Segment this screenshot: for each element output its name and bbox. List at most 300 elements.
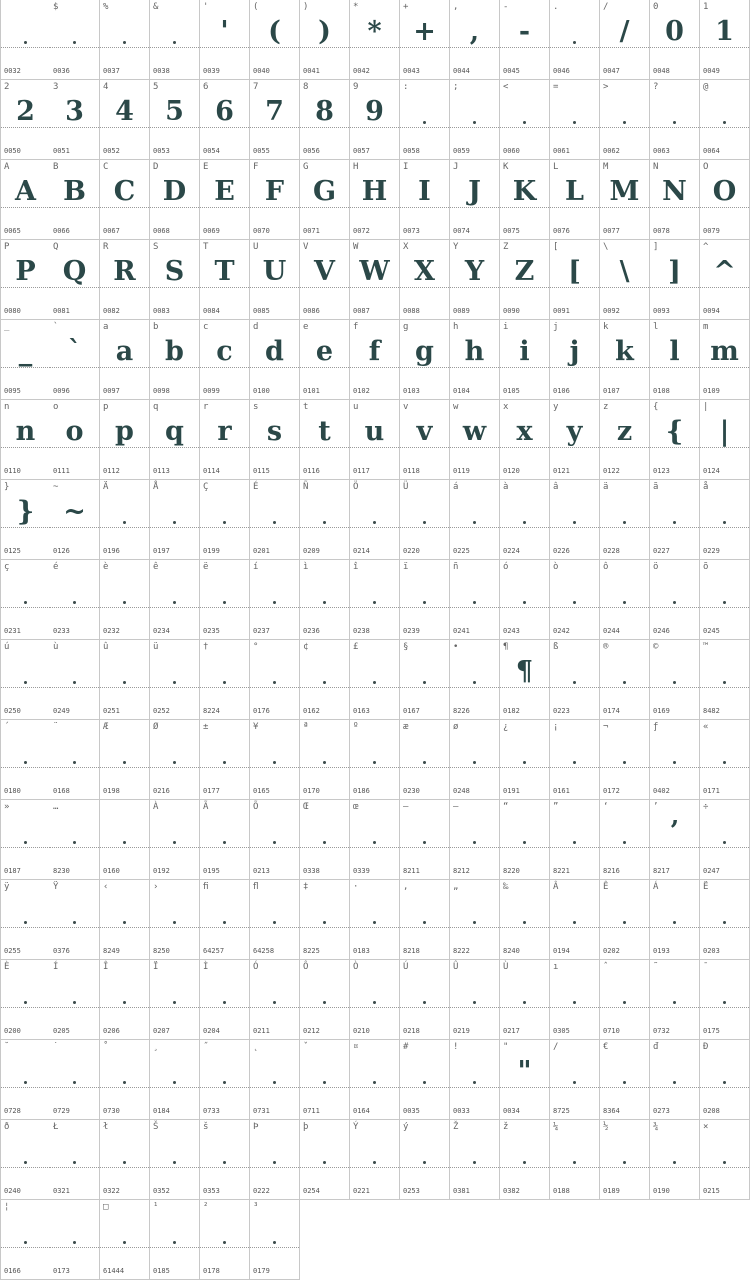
glyph-code: 0106 [553, 387, 570, 395]
missing-glyph-dot [573, 521, 576, 524]
glyph-sample: } [16, 496, 35, 527]
baseline-guide [500, 527, 549, 528]
glyph-label: y [553, 402, 559, 412]
glyph-code: 0213 [253, 867, 270, 875]
glyph-label: þ [303, 1122, 309, 1132]
baseline-guide [350, 687, 399, 688]
glyph-label: \ [603, 242, 609, 252]
glyph-code: 0167 [403, 707, 420, 715]
baseline-guide [550, 767, 599, 768]
glyph-label: 9 [353, 82, 359, 92]
glyph-cell [350, 640, 400, 720]
glyph-cell [250, 160, 300, 240]
missing-glyph-dot [473, 1001, 476, 1004]
missing-glyph-dot [173, 681, 176, 684]
glyph-sample: x [516, 416, 533, 447]
missing-glyph-dot [423, 681, 426, 684]
glyph-label: Ò [353, 962, 359, 972]
baseline-guide [400, 607, 449, 608]
glyph-cell [600, 80, 650, 160]
glyph-code: 0243 [503, 627, 520, 635]
glyph-sample: K [512, 176, 537, 207]
glyph-cell [550, 1040, 600, 1120]
glyph-label: ˝ [203, 1042, 209, 1052]
glyph-code: 0170 [303, 787, 320, 795]
glyph-label: ı [553, 962, 559, 972]
glyph-label: Y [453, 242, 459, 252]
glyph-code: 0059 [453, 147, 470, 155]
glyph-cell [200, 640, 250, 720]
glyph-label: † [203, 642, 209, 652]
baseline-guide [650, 687, 699, 688]
missing-glyph-dot [723, 761, 726, 764]
glyph-cell [50, 320, 100, 400]
baseline-guide [700, 527, 749, 528]
missing-glyph-dot [573, 601, 576, 604]
glyph-code: 0246 [653, 627, 670, 635]
glyph-label: º [353, 722, 359, 732]
baseline-guide [700, 127, 749, 128]
glyph-code: 0729 [53, 1107, 70, 1115]
glyph-code: 0339 [353, 867, 370, 875]
glyph-label: v [403, 402, 409, 412]
glyph-code: 0083 [153, 307, 170, 315]
glyph-label: Ó [253, 962, 259, 972]
glyph-sample: Q [62, 256, 87, 287]
glyph-cell [600, 560, 650, 640]
missing-glyph-dot [173, 1001, 176, 1004]
missing-glyph-dot [173, 1241, 176, 1244]
glyph-label: — [453, 802, 459, 812]
glyph-cell [700, 1040, 750, 1120]
glyph-code: 0402 [653, 787, 670, 795]
glyph-cell [200, 80, 250, 160]
glyph-code: 0322 [103, 1187, 120, 1195]
missing-glyph-dot [573, 1001, 576, 1004]
baseline-guide [50, 1087, 99, 1088]
glyph-code: 0251 [103, 707, 120, 715]
missing-glyph-dot [223, 761, 226, 764]
glyph-cell [400, 880, 450, 960]
glyph-code: 0182 [503, 707, 520, 715]
baseline-guide [1, 927, 50, 928]
glyph-code: 0186 [353, 787, 370, 795]
glyph-label: D [153, 162, 159, 172]
glyph-cell [250, 640, 300, 720]
baseline-guide [500, 1007, 549, 1008]
baseline-guide [1, 847, 50, 848]
missing-glyph-dot [24, 921, 27, 924]
glyph-sample: a [115, 336, 134, 367]
glyph-code: 0095 [4, 387, 21, 395]
glyph-code: 0305 [553, 1027, 570, 1035]
baseline-guide [250, 1007, 299, 1008]
glyph-cell [500, 80, 550, 160]
glyph-sample: 1 [715, 16, 734, 47]
glyph-cell [550, 560, 600, 640]
glyph-label: Ł [53, 1122, 59, 1132]
glyph-label: ’ [653, 802, 659, 812]
glyph-cell [400, 960, 450, 1040]
glyph-sample: s [266, 416, 283, 447]
glyph-sample: \ [619, 256, 630, 287]
glyph-sample: W [359, 256, 390, 287]
glyph-code: 0188 [553, 1187, 570, 1195]
glyph-label: ‡ [303, 882, 309, 892]
glyph-label: ¡ [553, 722, 559, 732]
baseline-guide [700, 927, 749, 928]
glyph-cell [700, 480, 750, 560]
glyph-code: 0176 [253, 707, 270, 715]
glyph-sample: [ [568, 256, 581, 287]
glyph-code: 0240 [4, 1187, 21, 1195]
glyph-code: 8212 [453, 867, 470, 875]
glyph-label: 0 [653, 2, 659, 12]
glyph-label: € [603, 1042, 609, 1052]
glyph-code: 0178 [203, 1267, 220, 1275]
baseline-guide [550, 1167, 599, 1168]
baseline-guide [650, 607, 699, 608]
glyph-cell [650, 80, 700, 160]
glyph-cell [600, 160, 650, 240]
glyph-cell [100, 560, 150, 640]
glyph-label: ˛ [253, 1042, 259, 1052]
missing-glyph-dot [173, 761, 176, 764]
baseline-guide [450, 607, 499, 608]
glyph-label: U [253, 242, 259, 252]
glyph-cell [150, 1200, 200, 1280]
glyph-label: ” [553, 802, 559, 812]
missing-glyph-dot [573, 761, 576, 764]
missing-glyph-dot [24, 1161, 27, 1164]
glyph-code: 8216 [603, 867, 620, 875]
missing-glyph-dot [273, 921, 276, 924]
glyph-code: 0048 [653, 67, 670, 75]
missing-glyph-dot [323, 761, 326, 764]
baseline-guide [550, 127, 599, 128]
missing-glyph-dot [73, 1001, 76, 1004]
glyph-cell [400, 640, 450, 720]
glyph-code: 0728 [4, 1107, 21, 1115]
baseline-guide [350, 1087, 399, 1088]
glyph-label: ± [203, 722, 209, 732]
baseline-guide [500, 767, 549, 768]
glyph-code: 0732 [653, 1027, 670, 1035]
glyph-label: N [653, 162, 659, 172]
glyph-label: j [553, 322, 559, 332]
missing-glyph-dot [323, 601, 326, 604]
glyph-cell [350, 880, 400, 960]
glyph-code: 0126 [53, 547, 70, 555]
glyph-code: 0072 [353, 227, 370, 235]
baseline-guide [350, 1167, 399, 1168]
glyph-label: Õ [253, 802, 259, 812]
missing-glyph-dot [523, 761, 526, 764]
glyph-cell [700, 800, 750, 880]
glyph-cell [650, 0, 700, 80]
glyph-sample: c [216, 336, 233, 367]
glyph-code: 0250 [4, 707, 21, 715]
baseline-guide [50, 847, 99, 848]
glyph-cell [650, 640, 700, 720]
glyph-sample: S [164, 256, 185, 287]
glyph-label: ˇ [303, 1042, 309, 1052]
glyph-label: å [703, 482, 709, 492]
glyph-cell [200, 400, 250, 480]
missing-glyph-dot [423, 121, 426, 124]
glyph-code: 0116 [303, 467, 320, 475]
glyph-cell [400, 800, 450, 880]
glyph-cell [400, 240, 450, 320]
glyph-label: 4 [103, 82, 109, 92]
missing-glyph-dot [673, 1161, 676, 1164]
glyph-sample: m [710, 336, 739, 367]
glyph-label: „ [453, 882, 459, 892]
baseline-guide [100, 687, 149, 688]
glyph-cell [350, 320, 400, 400]
glyph-label: Q [53, 242, 59, 252]
missing-glyph-dot [423, 1001, 426, 1004]
glyph-code: 0180 [4, 787, 21, 795]
glyph-cell [300, 560, 350, 640]
glyph-sample: n [15, 416, 36, 447]
glyph-label: è [103, 562, 109, 572]
glyph-code: 0051 [53, 147, 70, 155]
baseline-guide [450, 1167, 499, 1168]
glyph-code: 0067 [103, 227, 120, 235]
glyph-cell [300, 640, 350, 720]
missing-glyph-dot [323, 1081, 326, 1084]
glyph-code: 0711 [303, 1107, 320, 1115]
glyph-label: X [403, 242, 409, 252]
glyph-cell [200, 560, 250, 640]
glyph-code: 0161 [553, 787, 570, 795]
missing-glyph-dot [223, 1161, 226, 1164]
glyph-cell [0, 960, 51, 1040]
glyph-code: 0163 [353, 707, 370, 715]
glyph-label: ™ [703, 642, 709, 652]
glyph-code: 8225 [303, 947, 320, 955]
glyph-code: 0125 [4, 547, 21, 555]
glyph-cell [150, 240, 200, 320]
glyph-code: 0233 [53, 627, 70, 635]
glyph-cell [550, 800, 600, 880]
glyph-cell [500, 880, 550, 960]
missing-glyph-dot [523, 841, 526, 844]
glyph-code: 0047 [603, 67, 620, 75]
glyph-cell [200, 0, 250, 80]
baseline-guide [550, 927, 599, 928]
glyph-sample: | [719, 416, 730, 447]
missing-glyph-dot [623, 921, 626, 924]
glyph-cell [450, 960, 500, 1040]
glyph-code: 0052 [103, 147, 120, 155]
glyph-code: 0245 [703, 627, 720, 635]
missing-glyph-dot [623, 841, 626, 844]
glyph-cell [0, 560, 51, 640]
glyph-code: 0218 [403, 1027, 420, 1035]
baseline-guide [400, 767, 449, 768]
glyph-label: “ [503, 802, 509, 812]
glyph-label: ‹ [103, 882, 109, 892]
baseline-guide [150, 1007, 199, 1008]
missing-glyph-dot [373, 1001, 376, 1004]
glyph-cell [200, 800, 250, 880]
missing-glyph-dot [723, 841, 726, 844]
glyph-code: 0035 [403, 1107, 420, 1115]
glyph-sample: 7 [265, 96, 284, 127]
missing-glyph-dot [623, 1081, 626, 1084]
missing-glyph-dot [473, 1161, 476, 1164]
glyph-label: R [103, 242, 109, 252]
glyph-label: # [403, 1042, 409, 1052]
glyph-code: 0074 [453, 227, 470, 235]
glyph-code: 0070 [253, 227, 270, 235]
glyph-code: 0057 [353, 147, 370, 155]
missing-glyph-dot [123, 1161, 126, 1164]
missing-glyph-dot [73, 1081, 76, 1084]
glyph-sample: T [214, 256, 235, 287]
baseline-guide [500, 1167, 549, 1168]
glyph-sample: " [517, 1056, 532, 1087]
baseline-guide [300, 1007, 349, 1008]
glyph-sample: h [464, 336, 485, 367]
glyph-code: 0239 [403, 627, 420, 635]
glyph-cell [350, 240, 400, 320]
glyph-code: 0207 [153, 1027, 170, 1035]
glyph-cell [300, 160, 350, 240]
glyph-code: 0229 [703, 547, 720, 555]
glyph-code: 0103 [403, 387, 420, 395]
glyph-label: · [353, 882, 359, 892]
glyph-label: ² [203, 1202, 209, 1212]
glyph-sample: y [566, 416, 583, 447]
glyph-code: 0089 [453, 307, 470, 315]
glyph-cell [400, 1120, 450, 1200]
missing-glyph-dot [73, 761, 76, 764]
missing-glyph-dot [123, 841, 126, 844]
glyph-label: □ [103, 1202, 109, 1212]
glyph-label: » [4, 802, 10, 812]
glyph-cell [250, 320, 300, 400]
glyph-cell [50, 1120, 100, 1200]
missing-glyph-dot [173, 1081, 176, 1084]
glyph-cell [600, 240, 650, 320]
missing-glyph-dot [623, 601, 626, 604]
baseline-guide [50, 687, 99, 688]
glyph-code: 0087 [353, 307, 370, 315]
glyph-code: 0338 [303, 867, 320, 875]
missing-glyph-dot [423, 761, 426, 764]
glyph-sample: ^ [713, 256, 736, 287]
glyph-label: O [703, 162, 709, 172]
glyph-code: 0111 [53, 467, 70, 475]
glyph-code: 0219 [453, 1027, 470, 1035]
glyph-label: ý [403, 1122, 409, 1132]
glyph-cell [600, 1040, 650, 1120]
glyph-label: ½ [603, 1122, 609, 1132]
missing-glyph-dot [123, 521, 126, 524]
baseline-guide [200, 527, 249, 528]
glyph-sample: i [519, 336, 530, 367]
glyph-cell [150, 480, 200, 560]
baseline-guide [150, 927, 199, 928]
glyph-code: 0056 [303, 147, 320, 155]
glyph-cell [550, 640, 600, 720]
baseline-guide [600, 687, 649, 688]
glyph-code: 0058 [403, 147, 420, 155]
glyph-label: ¨ [53, 722, 59, 732]
glyph-code: 0094 [703, 307, 720, 315]
baseline-guide [700, 1087, 749, 1088]
glyph-label: ä [603, 482, 609, 492]
baseline-guide [1, 767, 50, 768]
glyph-label: | [703, 402, 709, 412]
missing-glyph-dot [273, 841, 276, 844]
glyph-code: 0073 [403, 227, 420, 235]
glyph-sample: p [115, 416, 134, 447]
missing-glyph-dot [373, 601, 376, 604]
glyph-label: ł [103, 1122, 109, 1132]
baseline-guide [450, 1087, 499, 1088]
missing-glyph-dot [24, 1241, 27, 1244]
glyph-code: 0201 [253, 547, 270, 555]
missing-glyph-dot [73, 1241, 76, 1244]
glyph-code: 0255 [4, 947, 21, 955]
glyph-cell [600, 800, 650, 880]
glyph-label: 5 [153, 82, 159, 92]
glyph-code: 0038 [153, 67, 170, 75]
glyph-label: à [503, 482, 509, 492]
glyph-cell [600, 320, 650, 400]
glyph-label: > [603, 82, 609, 92]
glyph-label: Ì [203, 962, 209, 972]
glyph-code: 64258 [253, 947, 275, 955]
glyph-cell [100, 640, 150, 720]
glyph-code: 0220 [403, 547, 420, 555]
glyph-code: 0044 [453, 67, 470, 75]
missing-glyph-dot [273, 1001, 276, 1004]
baseline-guide [350, 847, 399, 848]
glyph-sample: / [619, 16, 630, 47]
glyph-code: 8211 [403, 867, 420, 875]
glyph-label: ¥ [253, 722, 259, 732]
glyph-label: ¯ [703, 962, 709, 972]
glyph-code: 0195 [203, 867, 220, 875]
glyph-cell [650, 320, 700, 400]
glyph-cell [450, 160, 500, 240]
glyph-sample: F [264, 176, 285, 207]
glyph-code: 0086 [303, 307, 320, 315]
glyph-cell [700, 720, 750, 800]
baseline-guide [500, 127, 549, 128]
glyph-cell [350, 560, 400, 640]
glyph-code: 0164 [353, 1107, 370, 1115]
glyph-cell [300, 80, 350, 160]
glyph-label: Æ [103, 722, 109, 732]
glyph-label: ' [203, 2, 209, 12]
glyph-code: 0217 [503, 1027, 520, 1035]
glyph-sample: r [217, 416, 232, 447]
glyph-code: 0184 [153, 1107, 170, 1115]
missing-glyph-dot [423, 601, 426, 604]
glyph-cell [500, 800, 550, 880]
glyph-code: 0731 [253, 1107, 270, 1115]
baseline-guide [200, 607, 249, 608]
missing-glyph-dot [473, 601, 476, 604]
missing-glyph-dot [723, 601, 726, 604]
baseline-guide [50, 1247, 99, 1248]
